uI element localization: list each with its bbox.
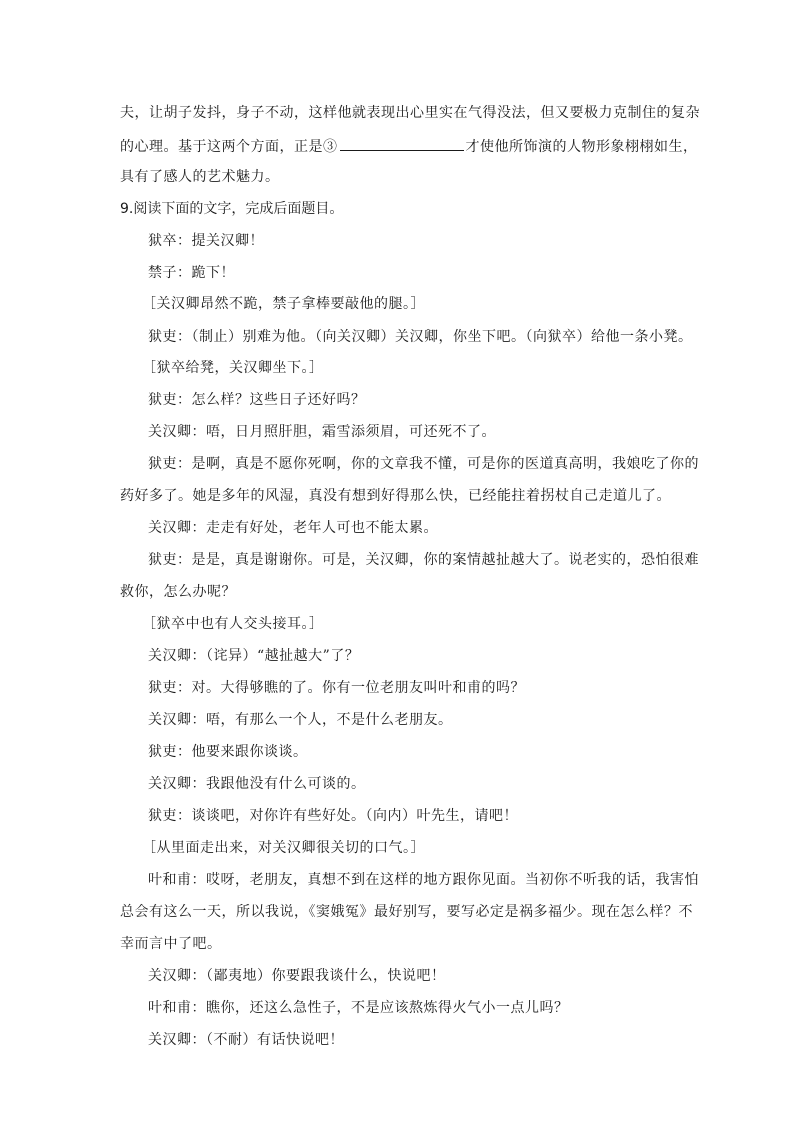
- dialogue-line: 关汉卿：唔，日月照肝胆，霜雪添须眉，可还死不了。: [148, 424, 496, 440]
- dialogue-line: 禁子：跪下！: [148, 265, 235, 281]
- dialogue-line: 关汉卿：唔，有那么一个人，不是什么老朋友。: [148, 712, 453, 728]
- dialogue-line: 狱吏：他要来跟你谈谈。: [148, 744, 308, 760]
- stage-direction: ［从里面走出来，对关汉卿很关切的口气。］: [142, 840, 425, 856]
- dialogue-line: 狱吏：怎么样？这些日子还好吗？: [148, 392, 366, 408]
- dialogue-line-continued: 药好多了。她是多年的风湿，真没有想到好得那么快，已经能拄着拐杖自己走道儿了。: [120, 488, 671, 504]
- dialogue-line-continued: 救你，怎么办呢？: [120, 584, 236, 600]
- intro-line-2-before: 的心理。基于这两个方面，正是③: [120, 139, 338, 155]
- dialogue-line: 关汉卿：（诧异）“越扯越大”了？: [148, 648, 360, 664]
- dialogue-line: 关汉卿：（鄙夷地）你要跟我谈什么，快说吧！: [148, 968, 446, 984]
- stage-direction: ［狱卒给凳，关汉卿坐下。］: [142, 360, 324, 376]
- dialogue-line-continued: 总会有这么一天，所以我说，《窦娥冤》最好别写，要写必定是祸多福少。现在怎么样？不: [120, 904, 693, 920]
- dialogue-line: 叶和甫：哎呀，老朋友，真想不到在这样的地方跟你见面。当初你不听我的话，我害怕: [148, 872, 699, 888]
- dialogue-line-continued: 幸而言中了吧。: [120, 936, 222, 952]
- intro-line-2: [120, 136, 698, 157]
- dialogue-line: 狱吏：对。大得够瞧的了。你有一位老朋友叫叶和甫的吗？: [148, 680, 525, 696]
- question-title: 9.阅读下面的文字，完成后面题目。: [120, 201, 344, 217]
- answer-blank[interactable]: [340, 136, 464, 151]
- dialogue-line: 关汉卿：（不耐）有话快说吧！: [148, 1032, 344, 1048]
- dialogue-line: 关汉卿：我跟他没有什么可谈的。: [148, 776, 366, 792]
- stage-direction: ［关汉卿昂然不跪，禁子拿棒要敲他的腿。］: [142, 296, 425, 312]
- intro-line-2-after: 才使他所饰演的人物形象栩栩如生，: [465, 139, 698, 155]
- dialogue-line: 狱吏：谈谈吧，对你许有些好处。（向内）叶先生，请吧！: [148, 808, 518, 824]
- intro-line-3: 具有了感人的艺术魅力。: [120, 169, 280, 185]
- dialogue-line: 狱卒：提关汉卿！: [148, 233, 264, 249]
- dialogue-line: 叶和甫：瞧你，还这么急性子，不是应该熬炼得火气小一点儿吗？: [148, 1000, 569, 1016]
- dialogue-line: 狱吏：是是，真是谢谢你。可是，关汉卿，你的案情越扯越大了。说老实的，恐怕很难: [148, 552, 699, 568]
- dialogue-line: 关汉卿：走走有好处，老年人可也不能太累。: [148, 520, 438, 536]
- dialogue-line: 狱吏：是啊，真是不愿你死啊，你的文章我不懂，可是你的医道真高明，我娘吃了你的: [148, 456, 699, 472]
- dialogue-line: 狱吏：（制止）别难为他。（向关汉卿）关汉卿，你坐下吧。（向狱卒）给他一条小凳。: [148, 329, 693, 345]
- stage-direction: ［狱卒中也有人交头接耳。］: [142, 616, 324, 632]
- intro-line-1: 夫，让胡子发抖，身子不动，这样他就表现出心里实在气得没法，但又要极力克制住的复杂: [120, 105, 700, 121]
